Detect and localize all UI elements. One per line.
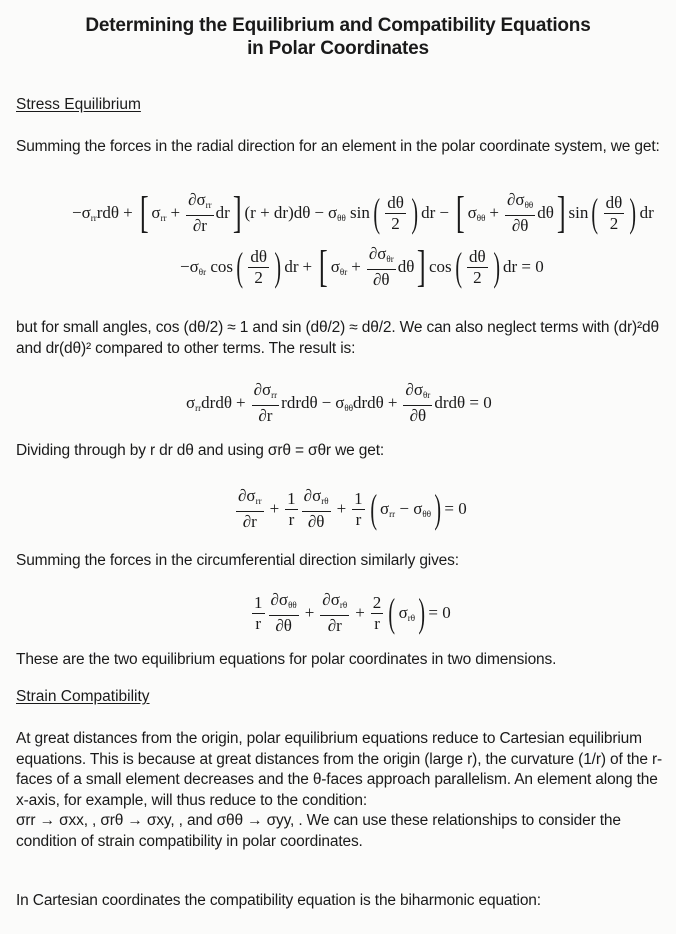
paragraph-small-angles: but for small angles, cos (dθ/2) ≈ 1 and sin (dθ/2) ≈ dθ/2. We can also neglect terms with (dr)²dθ and dr(dθ)² compared to other terms. The result is: xyxy=(16,319,659,357)
equation-radial-line2: $-\sigma_{\theta r}$ cos ( $\frac{d\theta}{2}$ ) dr + [ $\sigma_{\theta r}$ + $\frac{\partial\sigma_{\theta r}}{\partial\theta}$ dθ ] cos ( $\frac{d\theta}{2}$ ) dr = 0 xyxy=(180,242,544,291)
paragraph-great-distances: At great distances from the origin, polar equilibrium equations reduce to Cartesian equilibrium equations. This is because at great distances from the origin (large r), the curvature (1/r) of the r-faces of a small element decreases and the θ-faces approach parallelism. An element along the x-axis, for example, will thus reduce to the condition: xyxy=(16,730,663,809)
document-title-line2: in Polar Coordinates xyxy=(247,38,429,59)
document-title-line1: Determining the Equilibrium and Compatibility Equations xyxy=(85,15,591,36)
paragraph-conclusion: These are the two equilibrium equations for polar coordinates in two dimensions. xyxy=(16,651,557,668)
paragraph-condition: σrr → σxx, , σrθ → σxy, , and σθθ → σyy, . We can use these relationships to consider the condition of strain compatibility in polar coordinates. xyxy=(16,812,621,850)
paragraph-circumferential: Summing the forces in the circumferential direction similarly gives: xyxy=(16,552,459,569)
paragraph-dividing: Dividing through by r dr dθ and using σrθ = σθr we get: xyxy=(16,442,385,459)
equation-circumferential-equilibrium: $\frac{1}{r}$ $\frac{\partial\sigma_{\theta\theta}}{\partial\theta}$ + $\frac{\partial\sigma_{r\theta}}{\partial r}$ + $\frac{2}{r}$ ( $\sigma_{r\theta}$ ) = 0 xyxy=(254,590,451,635)
equation-radial-equilibrium: $\frac{\partial\sigma_{rr}}{\partial r}$ + $\frac{1}{r}$ $\frac{\partial\sigma_{r\theta}}{\partial\theta}$ + $\frac{1}{r}$ ( $\sigma_{rr} - \sigma_{\theta\theta}$ ) = 0 xyxy=(238,486,467,531)
heading-strain-compatibility: Strain Compatibility xyxy=(16,688,150,705)
paragraph-intro: Summing the forces in the radial direction for an element in the polar coordinate system, we get: xyxy=(16,138,660,155)
paragraph-biharmonic: In Cartesian coordinates the compatibility equation is the biharmonic equation: xyxy=(16,892,541,909)
equation-simplified: $\sigma_{rr}drd\theta$ + $\frac{\partial\sigma_{rr}}{\partial r}$ rdrdθ − $\sigma_{\theta\theta}drd\theta$ + $\frac{\partial\sigma_{\theta r}}{\partial\theta}$ drdθ = 0 xyxy=(186,380,492,425)
equation-radial-line1: $-\sigma_{rr}rd\theta$ + [ $\sigma_{rr}$ + $\frac{\partial\sigma_{rr}}{\partial r}$ dr ] (r + dr)dθ − $\sigma_{\theta\theta}$ sin ( $\frac{d\theta}{2}$ ) dr − [ $\sigma_{\theta\theta}$ + $\frac{\partial\sigma_{\theta\theta}}{\partial\theta}$ dθ ] sin ( $\frac{d\theta}{2}$ ) dr xyxy=(72,188,654,237)
heading-stress-equilibrium: Stress Equilibrium xyxy=(16,96,141,113)
